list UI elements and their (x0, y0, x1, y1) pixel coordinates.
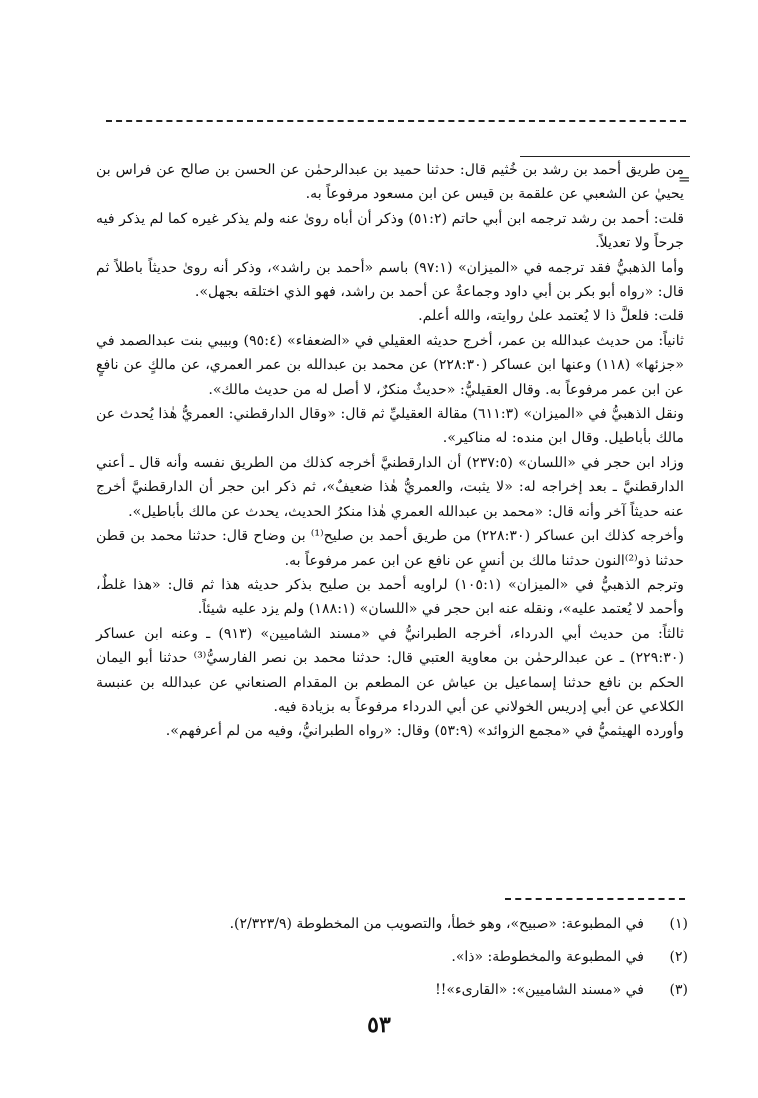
footnote-number: (٣) (669, 982, 688, 998)
footnote-number: (٢) (669, 949, 688, 965)
continuation-mark: = (678, 170, 691, 188)
paragraph: ثانياً: من حديث عبدالله بن عمر، أخرج حديثه العقيلي في «الضعفاء» (٩٥:٤) وبيبي بنت عبدالصمد في «جزئها» (١١٨) وعنها ابن عساكر (٢٢٨:٣٠) عن محمد بن عبدالله بن عمر العمري، عن مالكٍ عن نافعٍ عن ابن عمر مرفوعاً به. وقال العقيليُّ: «حديثٌ منكرٌ، لا أصل له من حديث مالك». (96, 332, 684, 398)
paragraph: وأخرجه كذلك ابن عساكر (٢٢٨:٣٠) من طريق أحمد بن صليح⁽¹⁾ بن وضاح قال: حدثنا محمد بن قطن حدثنا ذو⁽²⁾النون حدثنا مالك بن أنسٍ عن نافع عن ابن عمر مرفوعاً به. (96, 528, 684, 569)
footnote-text: في «مسند الشاميين»: «القارىء»!! (435, 982, 644, 998)
paragraph: ونقل الذهبيُّ في «الميزان» (٦١١:٣) مقالة العقيليِّ ثم قال: «وقال الدارقطني: العمريُّ هٰذا يُحدث عن مالك بأباطيل. وقال ابن منده: له مناكير». (96, 406, 684, 447)
footnote-number: (١) (669, 916, 688, 932)
paragraph: من طريق أحمد بن رشد بن خُثيم قال: حدثنا حميد بن عبدالرحمٰن عن الحسن بن صالح عن فراس بن يحييٰ عن الشعبي عن علقمة بن قيس عن ابن مسعود مرفوعاً به. (96, 162, 684, 203)
paragraph: ثالثاً: من حديث أبي الدرداء، أخرجه الطبرانيُّ في «مسند الشاميين» (٩١٣) ـ وعنه ابن عساكر (٢٢٩:٣٠) ـ عن عبدالرحمٰن بن معاوية العتبي قال: حدثنا محمد بن نصر الفارسيُّ⁽³⁾ حدثنا أبو اليمان الحكم بن نافع حدثنا إسماعيل بن عياش عن المطعم بن المقدام الصنعاني عن عبدالله بن عنبسة الكلاعي عن أبي إدريس الخولاني عن أبي الدرداء مرفوعاً به بزيادة فيه. (96, 625, 684, 715)
footnote (96, 941, 688, 974)
paragraph: قلت: فلعلَّ ذا لا يُعتمد علىٰ روايته، والله أعلم. (418, 308, 684, 325)
footnote-text: في المطبوعة: «صبيح»، وهو خطأ، والتصويب من المخطوطة (٢/٣٢٣/٩). (229, 916, 644, 932)
paragraph: قلت: أحمد بن رشد ترجمه ابن أبي حاتم (٥١:٢) وذكر أن أباه روىٰ عنه ولم يذكر غيره كما لم يذكر فيه جرحاً ولا تعديلاً. (96, 210, 684, 252)
paragraph: وأورده الهيثميُّ في «مجمع الزوائد» (٥٣:٩) وقال: «رواه الطبرانيُّ، وفيه من لم أعرفهم». (165, 723, 684, 740)
main-text (96, 158, 684, 744)
footnote-text: في المطبوعة والمخطوطة: «ذا». (451, 949, 644, 965)
continuation-rule (520, 156, 690, 157)
paragraph: وترجم الذهبيُّ في «الميزان» (١٠٥:١) لراويه أحمد بن صليح بذكر حديثه هذا ثم قال: «هذا غلطٌ، وأحمد لا يُعتمد عليه»، ونقله عنه ابن حجر في «اللسان» (١٨٨:١) ولم يزد عليه شيئاً. (96, 576, 684, 618)
footnote (96, 974, 688, 1007)
top-dashed-rule (106, 120, 686, 122)
paragraph: وزاد ابن حجر في «اللسان» (٢٣٧:٥) أن الدارقطنيَّ أخرجه كذلك من الطريق نفسه وأنه قال ـ أعني الدارقطنيَّ ـ بعد إخراجه له: «لا يثبت، والعمريُّ هٰذا ضعيفٌ»، ثم ذكر ابن حجر أن الدارقطنيَّ أخرج عنه حديثاً آخر وأنه قال: «محمد بن عبدالله العمري هٰذا منكرُ الحديث، يحدث عن مالك بأباطيل». (96, 454, 684, 520)
paragraph: وأما الذهبيُّ فقد ترجمه في «الميزان» (٩٧:١) باسم «أحمد بن راشد»، وذكر أنه روىٰ حديثاً باطلاً ثم قال: «رواه أبو بكر بن أبي داود وجماعةٌ عن أحمد بن راشد، فهو الذي اختلقه بجهل». (96, 259, 685, 301)
page-number: ٥٣ (367, 1012, 391, 1038)
footnote (96, 908, 688, 941)
footnote-rule (505, 898, 685, 900)
footnotes (96, 908, 688, 1007)
